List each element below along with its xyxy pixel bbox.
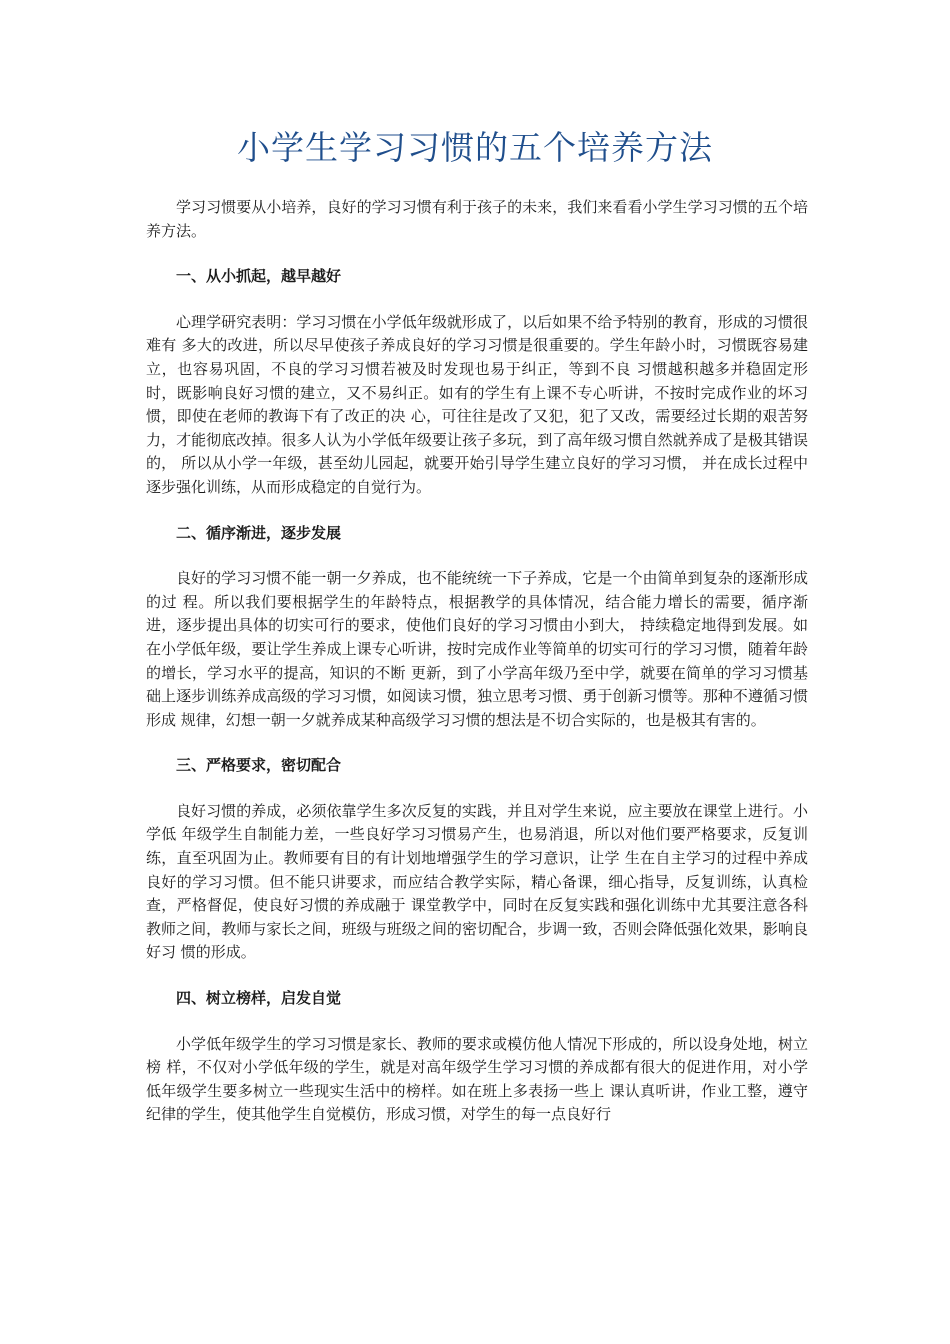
section-heading-2: 二、循序渐进，逐步发展 [176,523,342,542]
section-body-3: 良好习惯的养成，必须依靠学生多次反复的实践，并且对学生来说，应主要放在课堂上进行。小学低 年级学生自制能力差，一些良好学习习惯易产生，也易消退，所以对他们要严格要求，反复训练，直至巩固为止。教师要有目的有计划地增强学生的学习意识，让学 生在自主学习的过程中养成良好的学习习惯。但不能只讲要求，而应结合教学实际，精心备课，细心指导，反复训练，认真检查，严格督促，使良好习惯的养成融于 课堂教学中，同时在反复实践和强化训练中尤其要注意各科教师之间，教师与家长之间，班级与班级之间的密切配合，步调一致，否则会降低强化效果，影响良好习 惯的形成。 [146,801,808,962]
section-heading-4: 四、树立榜样，启发自觉 [176,989,342,1008]
section-body-1: 心理学研究表明：学习习惯在小学低年级就形成了，以后如果不给予特别的教育，形成的习惯很难有 多大的改进，所以尽早使孩子养成良好的学习习惯是很重要的。学生年龄小时，习惯既容易建立，也容易巩固，不良的学习习惯若被及时发现也易于纠正，等到不良 习惯越积越多并稳固定形时，既影响良好习惯的建立，又不易纠正。如有的学生有上课不专心听讲，不按时完成作业的坏习惯，即使在老师的教诲下有了改正的决 心，可往往是改了又犯，犯了又改，需要经过长期的艰苦努力，才能彻底改掉。很多人认为小学低年级要让孩子多玩，到了高年级习惯自然就养成了是极其错误的， 所以从小学一年级，甚至幼儿园起，就要开始引导学生建立良好的学习习惯， 并在成长过程中逐步强化训练，从而形成稳定的自觉行为。 [146,312,808,496]
document-body [146,196,808,1127]
section-heading-1: 一、从小抓起，越早越好 [176,267,342,286]
document-title: 小学生学习习惯的五个培养方法 [237,128,713,167]
intro-paragraph: 学习习惯要从小培养，良好的学习习惯有利于孩子的未来，我们来看看小学生学习习惯的五个培养方法。 [146,198,808,240]
section-body-4: 小学低年级学生的学习习惯是家长、教师的要求或模仿他人情况下形成的，所以设身处地，树立榜 样，不仅对小学低年级的学生，就是对高年级学生学习习惯的养成都有很大的促进作用，对小学低年级学生要多树立一些现实生活中的榜样。如在班上多表扬一些上 课认真听讲，作业工整，遵守纪律的学生，使其他学生自觉模仿，形成习惯，对学生的每一点良好行 [146,1034,808,1124]
section-body-2: 良好的学习习惯不能一朝一夕养成，也不能统统一下子养成，它是一个由简单到复杂的逐渐形成的过 程。所以我们要根据学生的年龄特点，根据教学的具体情况，结合能力增长的需要，循序渐进，逐步提出具体的切实可行的要求，使他们良好的学习习惯由小到大， 持续稳定地得到发展。如在小学低年级，要让学生养成上课专心听讲，按时完成作业等简单的切实可行的学习习惯，随着年龄的增长，学习水平的提高，知识的不断 更新，到了小学高年级乃至中学，就要在简单的学习习惯基础上逐步训练养成高级的学习习惯，如阅读习惯，独立思考习惯、勇于创新习惯等。那种不遵循习惯形成 规律，幻想一朝一夕就养成某种高级学习习惯的想法是不切合实际的，也是极其有害的。 [146,569,808,729]
section-heading-3: 三、严格要求，密切配合 [176,756,342,775]
